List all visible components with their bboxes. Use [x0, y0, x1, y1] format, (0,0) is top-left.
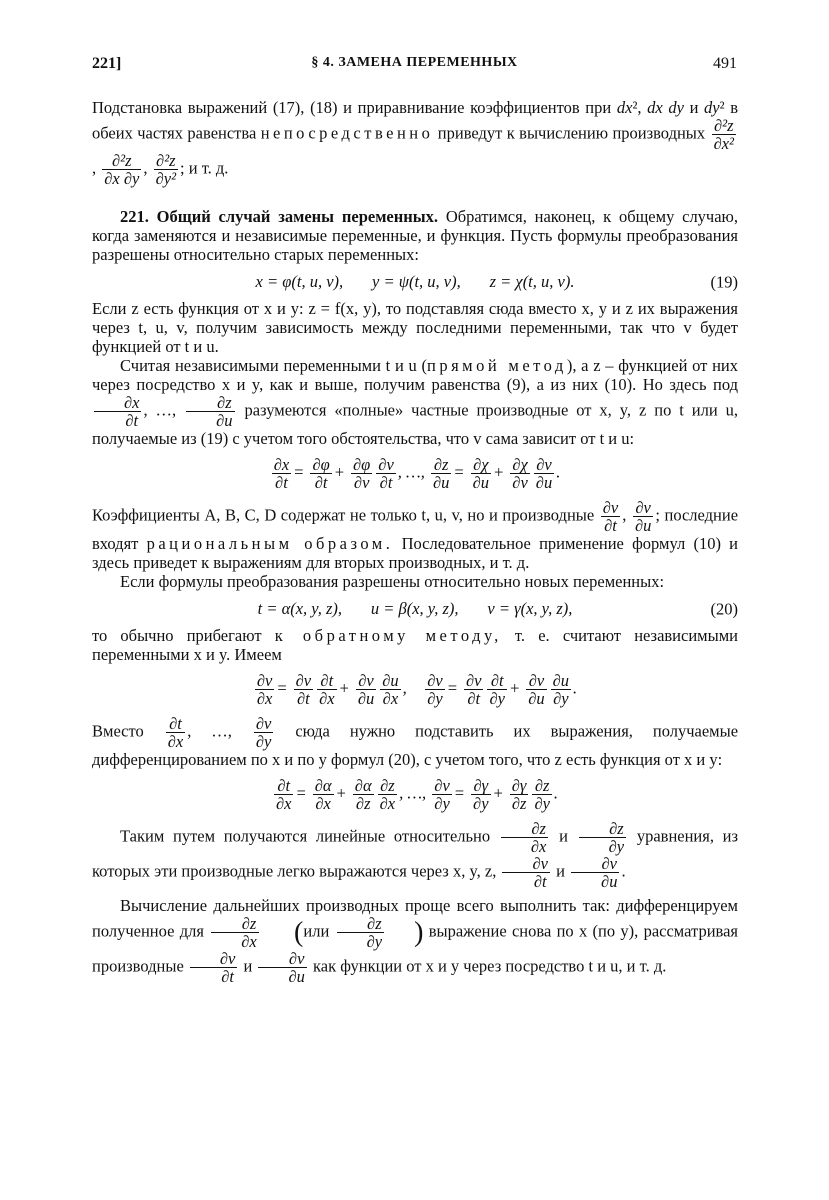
paragraph-5: Коэффициенты A, B, C, D содержат не только t, u, v, но и производные $\frac{\partial v}{\partial t}$ , $\frac{\partial v}{\partial u}$ ; последние входят рациональным образом. Последовательное применение формул (10) и здесь приведет к выражениям для вторых производных, и т. д. [92, 498, 739, 572]
paragraph-1: Подстановка выражений (17), (18) и приравнивание коэффициентов при dx², dx dy и dy² в обеих частях равенства непосредственно приведут к вычислению производных $\frac{\text{∂²z}}{\text{∂x²}}$ , $\frac{\text{∂²z}}{\partial x \partial y}$ , $\frac{\text{∂²z}}{\text{∂y²}}$ ; и т. д. [92, 98, 739, 188]
paragraph-3: Если z есть функция от x и y: z = f(x, y), то подставляя сюда вместо x, y и z их выражения через t, u, v, получим зависимость между последними переменными, так что v будет функцией от t и u. [92, 299, 738, 356]
running-title: § 4. ЗАМЕНА ПЕРЕМЕННЫХ [311, 55, 518, 70]
section-heading: 221. Общий случай замены переменных. [120, 207, 439, 226]
equation-substitution: $\frac{\partial t}{\partial x}$ = $\frac{\partial\alpha}{\partial x}$ + $\frac{\partial\alpha}{\partial z}$ $\frac{\partial z}{\partial x}$ , …, $\frac{\partial v}{\partial y}$ = $\frac{\partial\gamma}{\partial y}$ + $\frac{\partial\gamma}{\partial z}$ $\frac{\partial z}{\partial y}$ . [275, 776, 559, 813]
page-body [92, 98, 738, 985]
paragraph-7: то обычно прибегают к обратному методу, т. е. считают независимыми переменными x и y. Имеем [92, 626, 738, 664]
equation-19: x = φ(t, u, v), y = ψ(t, u, v), z = χ(t, u, v). (19) [255, 272, 738, 291]
section-221: 221. Общий случай замены переменных. Обратимся, наконец, к общему случаю, когда заменяются и независимые переменные, и функция. Пусть формулы преобразования разрешены относительно старых переменных: [92, 207, 739, 264]
page-number: 491 [713, 55, 737, 72]
paragraph-8: Вместо $\frac{\partial t}{\partial x}$ , …, $\frac{\partial v}{\partial y}$ сюда нужно подставить их выражения, получаемые дифференцированием по x и по y формул (20), с учетом того, что z есть функция от x и y: [92, 714, 739, 769]
paragraph-6: Если формулы преобразования разрешены относительно новых переменных: [120, 572, 665, 591]
equation-20: t = α(x, y, z), u = β(x, y, z), v = γ(x, y, z), (20) [257, 599, 738, 618]
paragraph-10: Вычисление дальнейших производных проще всего выполнить так: дифференцируем полученное для $\frac{\partial z}{\partial x}$ (или $\frac{\partial z}{\partial y}$ ) выражение снова по x (по y), рассматривая производные $\frac{\partial v}{\partial t}$ и $\frac{\partial v}{\partial u}$ как функции от x и y через посредство t и u, и т. д. [92, 896, 739, 986]
section-number: 221] [92, 55, 122, 72]
equation-tag: (20) [710, 599, 738, 618]
paragraph-4: Считая независимыми переменными t и u (прямой метод), а z – функцией от них через посредство x и y, как и выше, получим равенства (9), а из них (10). Но здесь под $\frac{\partial x}{\partial t}$ , …, $\frac{\partial z}{\partial u}$ разумеются «полные» частные производные от x, y, z по t или u, получаемые из (19) с учетом того обстоятельства, что v сама зависит от t и u: [92, 356, 739, 448]
paragraph-9: Таким путем получаются линейные относительно $\frac{\partial z}{\partial x}$ и $\frac{\partial z}{\partial y}$ уравнения, из которых эти производные легко выражаются через x, y, z, $\frac{\partial v}{\partial t}$ и $\frac{\partial v}{\partial u}$ . [92, 819, 739, 891]
equation-chain-rule: $\frac{\partial v}{\partial x}$ = $\frac{\partial v}{\partial t}$ $\frac{\partial t}{\partial x}$ + $\frac{\partial v}{\partial u}$ $\frac{\partial u}{\partial x}$ , $\frac{\partial v}{\partial y}$ = $\frac{\partial v}{\partial t}$ $\frac{\partial t}{\partial y}$ + $\frac{\partial v}{\partial u}$ $\frac{\partial u}{\partial y}$ . [256, 671, 578, 708]
equation-total-derivatives: $\frac{\partial x}{\partial t}$ = $\frac{\partial\varphi}{\partial t}$ + $\frac{\partial\varphi}{\partial v}$ $\frac{\partial v}{\partial t}$ , …, $\frac{\partial z}{\partial u}$ = $\frac{\partial\chi}{\partial u}$ + $\frac{\partial\chi}{\partial v}$ $\frac{\partial v}{\partial u}$ . [273, 455, 561, 492]
equation-tag: (19) [710, 272, 738, 291]
